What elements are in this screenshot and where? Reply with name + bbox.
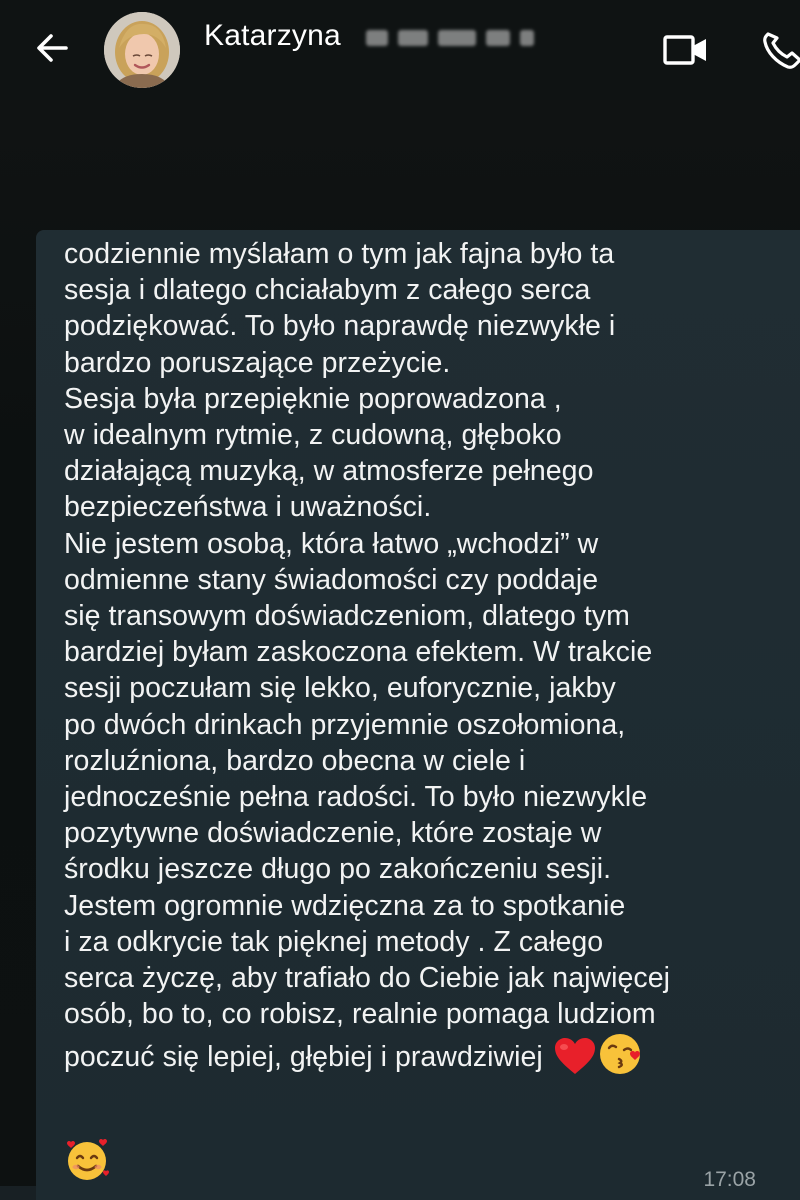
avatar-photo (104, 12, 180, 88)
red-heart-emoji (553, 1036, 597, 1076)
contact-avatar[interactable] (104, 12, 180, 88)
contact-name[interactable]: Katarzyna (204, 19, 341, 52)
bottom-edge-strip (0, 1186, 36, 1200)
face-blowing-kiss-emoji (599, 1032, 643, 1076)
message-timestamp: 17:08 (703, 1168, 756, 1191)
message-text (64, 236, 794, 1076)
back-button[interactable] (28, 24, 76, 72)
message-body: codziennie myślałam o tym jak fajna było ta sesja i dlatego chciałabym z całego serca podziękować. To było naprawdę niezwykłe i bardzo poruszające przeżycie. Sesja była przepięknie poprowadzona , w idealnym rytmie, z cudowną, głęboko działającą muzyką, w atmosferze pełnego bezpieczeństwa i uważności. Nie jestem osobą, która łatwo „wchodzi” w odmienne stany świadomości czy poddaje się transowym doświadczeniom, dlatego tym bardziej byłam zaskoczona efektem. W trakcie sesji poczułam się lekko, euforycznie, jakby po dwóch drinkach przyjemnie oszołomiona, rozluźniona, bardzo obecna w ciele i jednocześnie pełna radości. To było niezwykle pozytywne doświadczenie, które zostaje w środku jeszcze długo po zakończeniu sesji. Jestem ogromnie wdzięczna za to spotkanie i za odkrycie tak pięknej metody . Z całego serca życzę, aby trafiało do Ciebie jak najwięcej osób, bo to, co robisz, realnie pomaga ludziom poczuć się lepiej, głębiej i prawdziwiej (64, 238, 670, 1074)
smiling-face-with-hearts-emoji (64, 1136, 110, 1182)
arrow-left-icon (32, 28, 72, 68)
phone-icon (758, 26, 800, 74)
video-call-button[interactable] (660, 28, 712, 72)
voice-call-button[interactable] (758, 26, 800, 74)
contact-surname-blurred (366, 26, 536, 50)
video-camera-icon (662, 32, 710, 68)
chat-header (0, 0, 800, 100)
